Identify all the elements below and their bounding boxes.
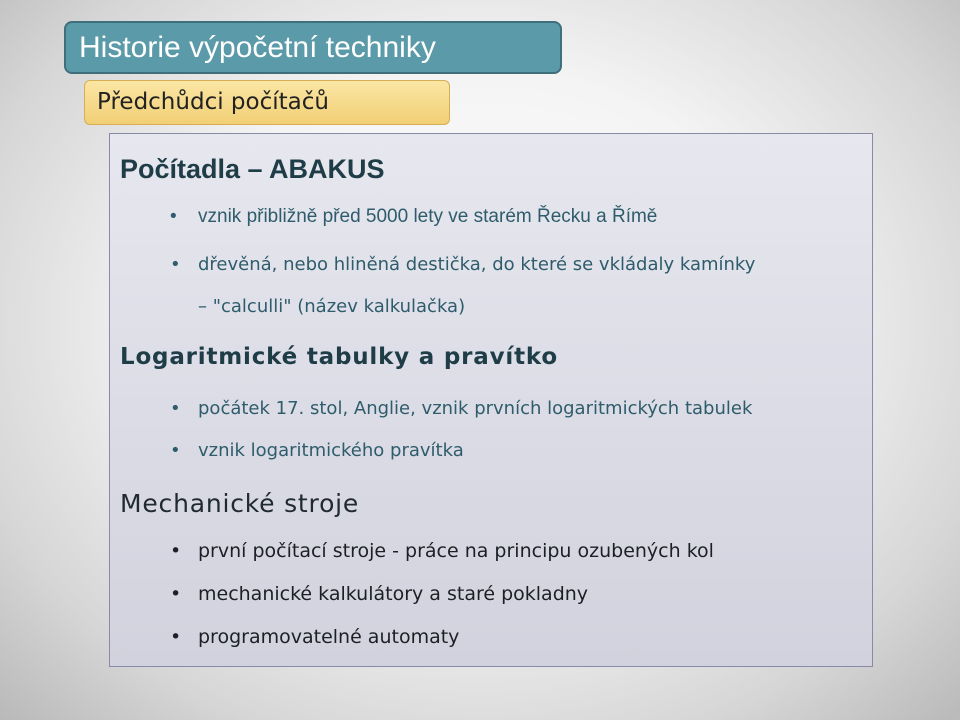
content-panel — [109, 133, 873, 667]
bullet-icon: • — [170, 206, 177, 227]
slide-title: Historie výpočetní techniky — [64, 21, 562, 74]
bullet-icon: • — [170, 254, 181, 275]
bullet-icon: • — [170, 540, 182, 562]
list-item-text: dřevěná, nebo hliněná destička, do které se vkládaly kamínky — [198, 254, 756, 275]
list-item-text: první počítací stroje - práce na principu ozubených kol — [198, 540, 714, 562]
list-item — [170, 583, 589, 605]
list-item-text: vznik logaritmického pravítka — [198, 440, 464, 461]
section-heading-logaritmicke: Logaritmické tabulky a pravítko — [120, 344, 558, 370]
list-item-continuation: – "calculli" (název kalkulačka) — [198, 296, 466, 317]
slide-subtitle: Předchůdci počítačů — [84, 80, 450, 125]
list-item — [170, 440, 464, 461]
bullet-icon: • — [170, 440, 181, 461]
list-item — [170, 254, 756, 275]
list-item-text: programovatelné automaty — [198, 626, 460, 648]
list-item — [170, 540, 714, 562]
section-heading-abakus: Počítadla – ABAKUS — [120, 154, 385, 184]
list-item-text: mechanické kalkulátory a staré pokladny — [198, 583, 589, 605]
list-item-text: počátek 17. stol, Anglie, vznik prvních logaritmických tabulek — [198, 398, 753, 419]
bullet-icon: • — [170, 398, 181, 419]
section-heading-mechanicke: Mechanické stroje — [120, 489, 360, 518]
bullet-icon: • — [170, 626, 182, 648]
list-item — [170, 398, 753, 419]
list-item — [170, 206, 658, 228]
list-item-text: vznik přibližně před 5000 lety ve starém Řecku a Římě — [198, 206, 658, 227]
bullet-icon: • — [170, 583, 182, 605]
list-item — [170, 626, 460, 648]
